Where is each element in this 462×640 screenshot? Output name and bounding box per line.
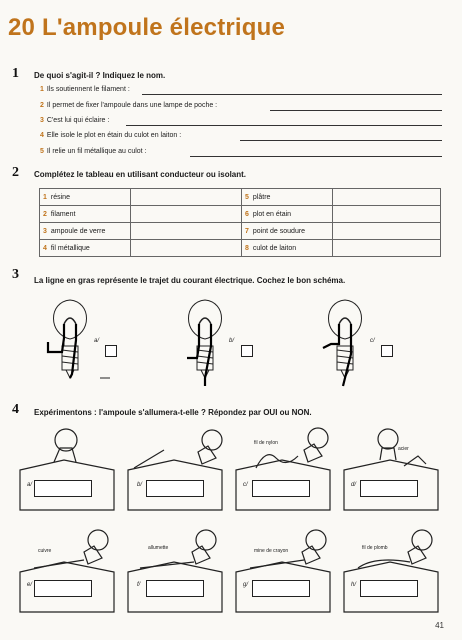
table-answer-cell[interactable]	[333, 206, 441, 223]
q3-label-b: b/	[229, 338, 235, 344]
experiment-label-f: f/	[137, 582, 141, 588]
table-answer-cell[interactable]	[333, 240, 441, 257]
experiment-label-d: d/	[351, 482, 357, 488]
experiment-row-2-drawing	[14, 520, 454, 620]
bulb-diagram-c	[315, 294, 435, 394]
q3-label-c: c/	[370, 338, 375, 344]
question-3-number: 3	[12, 267, 19, 282]
annotation-nylon: fil de nylon	[254, 440, 278, 446]
experiment-label-g: g/	[243, 582, 249, 588]
table-material: 8 culot de laiton	[242, 240, 333, 257]
q1-item-3: 3 C'est lui qui éclaire :	[40, 117, 110, 124]
table-answer-cell[interactable]	[131, 223, 242, 240]
table-material: 1 résine	[40, 189, 131, 206]
table-material: 7 point de soudure	[242, 223, 333, 240]
experiment-answer-h[interactable]	[360, 580, 418, 597]
table-answer-cell[interactable]	[333, 223, 441, 240]
question-4-prompt: Expérimentons : l'ampoule s'allumera-t-elle ? Répondez par OUI ou NON.	[34, 408, 312, 417]
experiment-label-a: a/	[27, 482, 33, 488]
table-answer-cell[interactable]	[333, 189, 441, 206]
bulb-diagram-a	[40, 294, 160, 394]
table-answer-cell[interactable]	[131, 189, 242, 206]
table-material: 3 ampoule de verre	[40, 223, 131, 240]
question-2-number: 2	[12, 165, 19, 180]
q1-item-2: 2 Il permet de fixer l'ampoule dans une lampe de poche :	[40, 102, 218, 109]
experiment-row-1-drawing	[14, 418, 454, 518]
q1-item-1: 1 Ils soutiennent le filament :	[40, 86, 130, 93]
q3-checkbox-b[interactable]	[241, 345, 253, 357]
experiment-answer-a[interactable]	[34, 480, 92, 497]
q1-answer-line-3[interactable]	[126, 125, 442, 126]
question-3-prompt: La ligne en gras représente le trajet du courant électrique. Cochez le bon schéma.	[34, 276, 346, 285]
experiment-answer-b[interactable]	[146, 480, 204, 497]
q3-label-a: a/	[94, 338, 100, 344]
experiment-label-h: h/	[351, 582, 357, 588]
annotation-plomb: fil de plomb	[362, 545, 388, 551]
table-answer-cell[interactable]	[131, 240, 242, 257]
question-4-number: 4	[12, 402, 19, 417]
table-answer-cell[interactable]	[131, 206, 242, 223]
experiment-label-b: b/	[137, 482, 143, 488]
question-1-prompt: De quoi s'agit-il ? Indiquez le nom.	[34, 71, 166, 80]
annotation-acier: acier	[398, 446, 409, 452]
q1-answer-line-1[interactable]	[142, 94, 442, 95]
experiment-label-e: e/	[27, 582, 33, 588]
q3-checkbox-a[interactable]	[105, 345, 117, 357]
conductor-table	[39, 188, 441, 257]
experiment-answer-e[interactable]	[34, 580, 92, 597]
experiment-answer-d[interactable]	[360, 480, 418, 497]
q1-answer-line-2[interactable]	[270, 110, 442, 111]
q1-item-5: 5 Il relie un fil métallique au culot :	[40, 148, 147, 155]
q1-answer-line-4[interactable]	[240, 140, 442, 141]
q1-answer-line-5[interactable]	[190, 156, 442, 157]
experiment-label-c: c/	[243, 482, 248, 488]
question-2-prompt: Complétez le tableau en utilisant conducteur ou isolant.	[34, 170, 247, 179]
page-title: 20 L'ampoule électrique	[8, 14, 286, 41]
table-material: 2 filament	[40, 206, 131, 223]
bulb-diagram-b	[175, 294, 295, 394]
experiment-answer-f[interactable]	[146, 580, 204, 597]
q3-checkbox-c[interactable]	[381, 345, 393, 357]
question-1-number: 1	[12, 66, 19, 81]
annotation-allumette: allumette	[148, 545, 169, 551]
experiment-answer-g[interactable]	[252, 580, 310, 597]
table-material: 5 plâtre	[242, 189, 333, 206]
table-material: 4 fil métallique	[40, 240, 131, 257]
annotation-cuivre: cuivre	[38, 548, 52, 554]
experiment-answer-c[interactable]	[252, 480, 310, 497]
annotation-crayon: mine de crayon	[254, 548, 289, 554]
page-number: 41	[435, 621, 444, 630]
q1-item-4: 4 Elle isole le plot en étain du culot en laiton :	[40, 132, 182, 139]
table-material: 6 plot en étain	[242, 206, 333, 223]
